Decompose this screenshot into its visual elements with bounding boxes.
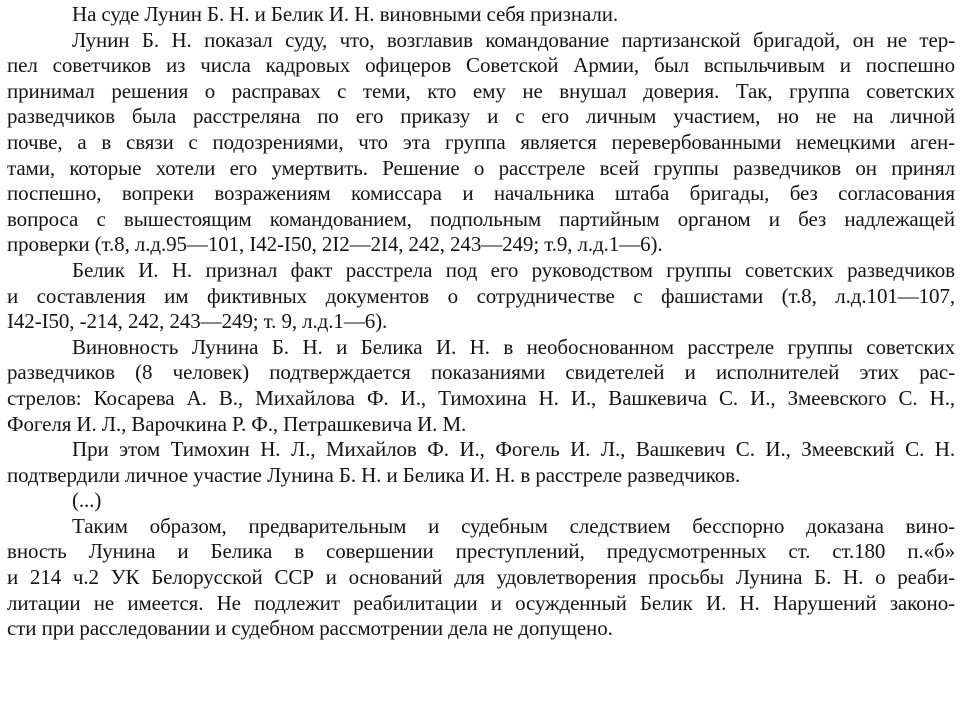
text-line: При этом Тимохин Н. Л., Михайлов Ф. И., Фогель И. Л., Вашкевич С. И., Змеевский С. Н. bbox=[72, 437, 955, 462]
text-line: Таким образом, предварительным и судебным следствием бесспорно доказана вино- bbox=[72, 513, 955, 538]
text-line: I42-I50, -214, 242, 243—249; т. 9, л.д.1—6). bbox=[7, 309, 388, 334]
text-line: и составления им фиктивных документов о сотрудничестве с фашистами (т.8, л.д.101—107, bbox=[7, 283, 955, 308]
text-line: стрелов: Косарева А. В., Михайлова Ф. И., Тимохина Н. И., Вашкевича С. И., Змеевского С. Н., bbox=[7, 385, 955, 410]
text-line: На суде Лунин Б. Н. и Белик И. Н. виновными себя признали. bbox=[72, 2, 619, 26]
text-line: Виновность Лунина Б. Н. и Белика И. Н. в необоснованном расстреле группы советских bbox=[72, 334, 955, 359]
text-line: Белик И. Н. признал факт расстрела под его руководством группы советских разведчиков bbox=[72, 257, 955, 282]
text-line: пел советчиков из числа кадровых офицеров Советской Армии, был вспыльчивым и поспешно bbox=[7, 53, 955, 78]
text-line: вность Лунина и Белика в совершении преступлений, предусмотренных ст. ст.180 п.«б» bbox=[7, 539, 955, 564]
text-line: подтвердили личное участие Лунина Б. Н. и Белика И. Н. в расстреле разведчиков. bbox=[7, 462, 741, 487]
text-line: проверки (т.8, л.д.95—101, I42-I50, 2I2—2I4, 242, 243—249; т.9, л.д.1—6). bbox=[7, 232, 663, 257]
text-line: поспешно, вопреки возражениям комиссара и начальника штаба бригады, без согласования bbox=[7, 181, 955, 206]
text-line: почве, а в связи с подозрениями, что эта группа является перевербованными немецкими аген- bbox=[7, 129, 955, 154]
text-line: принимал решения о расправах с теми, кто ему не внушал доверия. Так, группа советских bbox=[7, 78, 955, 103]
document-body bbox=[7, 2, 955, 642]
text-line: разведчиков была расстреляна по его приказу и с его личным участием, но не на личной bbox=[7, 104, 955, 129]
text-line: Лунин Б. Н. показал суду, что, возглавив командование партизанской бригадой, он не тер- bbox=[72, 27, 955, 52]
text-line: Фогеля И. Л., Варочкина Р. Ф., Петрашкевича И. М. bbox=[7, 411, 467, 436]
text-line: литации не имеется. Не подлежит реабилитации и осужденный Белик И. Н. Нарушений законо- bbox=[7, 590, 955, 615]
text-line: тами, которые хотели его умертвить. Решение о расстреле всей группы разведчиков он принял bbox=[7, 155, 955, 180]
text-line: разведчиков (8 человек) подтверждается показаниями свидетелей и исполнителей этих рас- bbox=[7, 360, 955, 385]
text-line: и 214 ч.2 УК Белорусской ССР и оснований для удовлетворения просьбы Лунина Б. Н. о реаби- bbox=[7, 565, 955, 590]
text-line: вопроса с вышестоящим командованием, подпольным партийным органом и без надлежащей bbox=[7, 206, 955, 231]
text-line: сти при расследовании и судебном рассмотрении дела не допущено. bbox=[7, 616, 613, 641]
text-line: (...) bbox=[72, 488, 102, 513]
